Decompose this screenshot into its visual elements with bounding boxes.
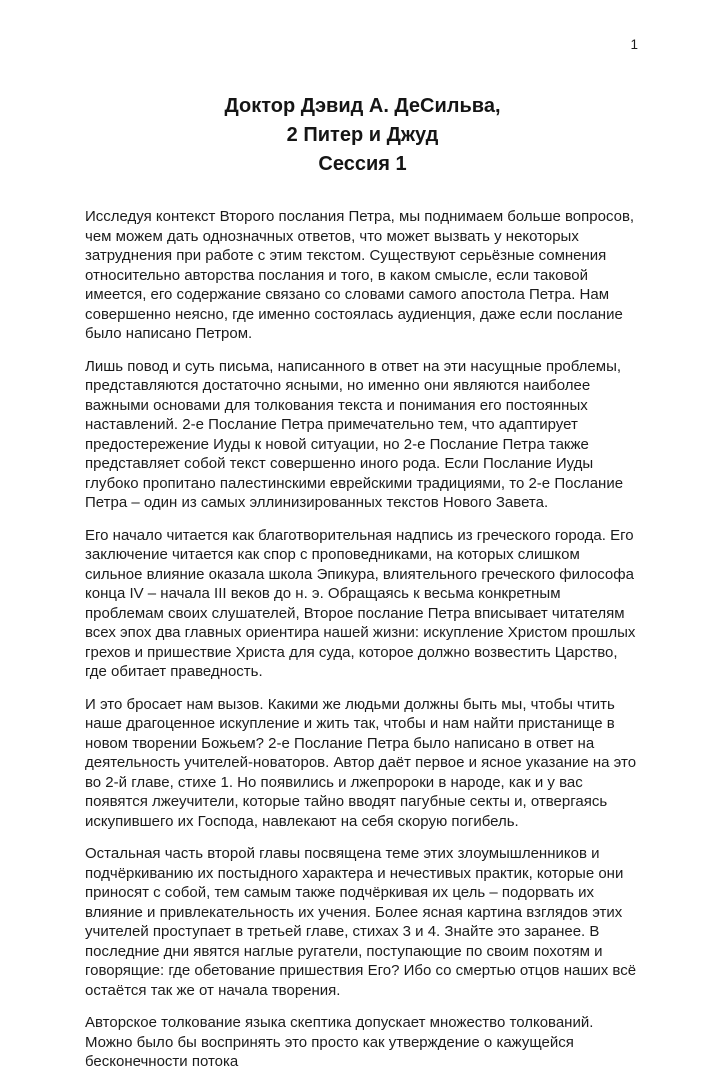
title-line-session: Сессия 1 <box>318 153 407 175</box>
paragraph-4: И это бросает нам вызов. Какими же людьми должны быть мы, чтобы чтить наше драгоценное искупление и жить так, чтобы и нам найти пристанище в новом творении Божьем? 2-е Послание Петра было написано в ответ на деятельность учителей-новаторов. Автор даёт первое и ясное указание на это во 2-й главе, стихе 1. Но появились и лжепророки в народе, как и у вас появятся лжеучители, которые тайно вводят пагубные секты и, отвергаясь искупившего их Господа, навлекают на себя скорую погибель. <box>85 695 637 830</box>
title-line-subject: 2 Питер и Джуд <box>286 124 439 146</box>
title-line-author: Доктор Дэвид А. ДеСильва, <box>224 95 501 117</box>
page-number: 1 <box>630 37 638 52</box>
paragraph-5: Остальная часть второй главы посвящена теме этих злоумышленников и подчёркиванию их постыдного характера и нечестивых практик, которые они приносят с собой, тем самым также подчёркивая их цель – подорвать их влияние и привлекательность их учения. Более ясная картина взглядов этих учителей проступает в третьей главе, стихах 3 и 4. Знайте это заранее. В последние дни явятся наглые ругатели, поступающие по своим похотям и говорящие: где обетование пришествия Его? Ибо со смертью отцов наших всё остаётся так же от начала творения. <box>85 845 637 999</box>
paragraph-2: Лишь повод и суть письма, написанного в ответ на эти насущные проблемы, представляются достаточно ясными, но именно они являются наиболее важными основами для толкования текста и понимания его постоянных наставлений. 2-е Послание Петра примечательно тем, что адаптирует предостережение Иуды к новой ситуации, но 2-е Послание Петра также представляет собой текст совершенно иного рода. Если Послание Иуды глубоко пропитано палестинскими еврейскими традициями, то 2-е Послание Петра – один из самых эллинизированных текстов Нового Завета. <box>85 357 624 511</box>
paragraph-3: Его начало читается как благотворительная надпись из греческого города. Его заключение читается как спор с проповедниками, на которых слишком сильное влияние оказала школа Эпикура, влиятельного греческого философа конца IV – начала III веков до н. э. Обращаясь к весьма конкретным проблемам своих слушателей, Второе послание Петра вписывает читателям всех эпох два главных ориентира нашей жизни: искупление Христом прошлых грехов и пришествие Христа для суда, которое должно возвестить Царство, где обитает праведность. <box>85 526 636 680</box>
paragraph-6: Авторское толкование языка скептика допускает множество толкований. Можно было бы воспринять это просто как утверждение о кажущейся бесконечности потока <box>85 1014 594 1070</box>
paragraph-1: Исследуя контекст Второго послания Петра, мы поднимаем больше вопросов, чем можем дать однозначных ответов, что может вызвать у некоторых затруднения при работе с этим текстом. Существуют серьёзные сомнения относительно авторства послания и того, в каком смысле, если таковой имеется, его содержание связано со словами самого апостола Петра. Нам совершенно неясно, где именно состоялась аудиенция, даже если послание было написано Петром. <box>85 208 635 342</box>
document-title <box>85 92 640 179</box>
